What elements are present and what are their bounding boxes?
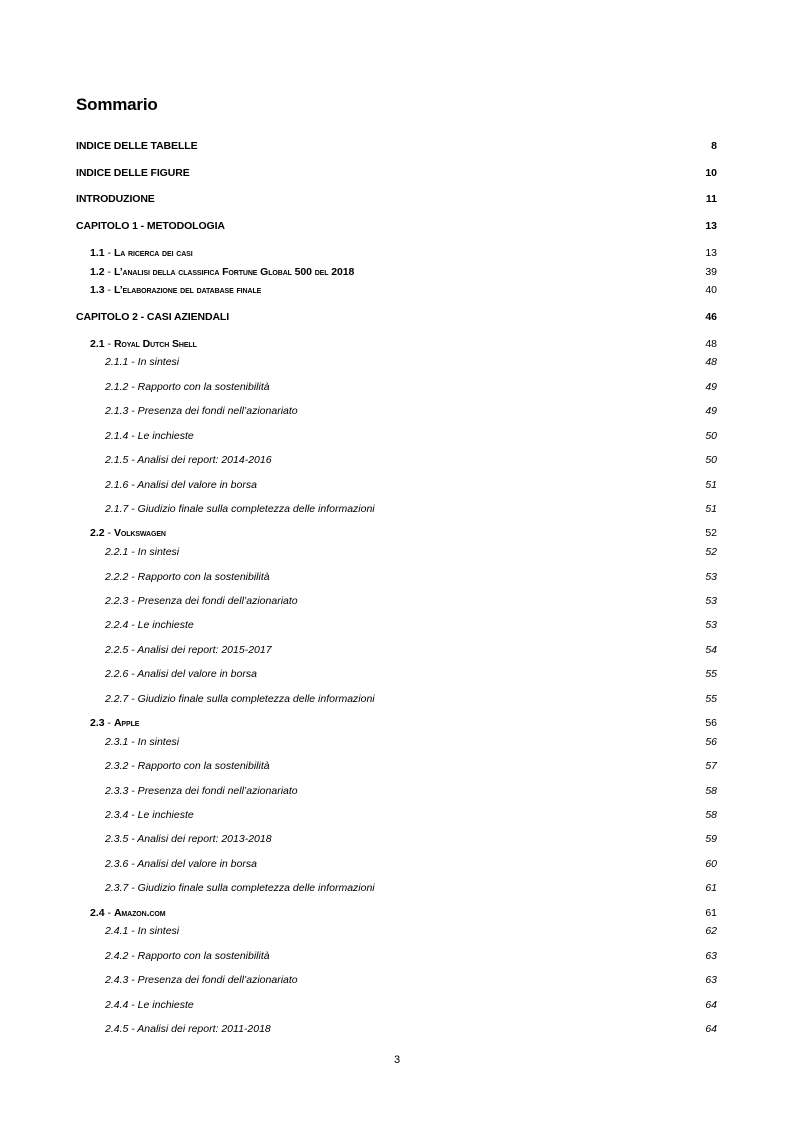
toc-page-number: 50: [705, 430, 717, 442]
toc-subsection-entry[interactable]: [0, 922, 794, 940]
toc-chapter-entry[interactable]: [0, 164, 794, 182]
toc-chapter-entry[interactable]: [0, 217, 794, 235]
toc-chapter-entry[interactable]: [0, 190, 794, 208]
toc-section-number: 2.2: [90, 527, 105, 539]
toc-page-number: 10: [705, 167, 717, 179]
toc-section-number: 2.3: [90, 717, 105, 729]
toc-page-number: 8: [711, 140, 717, 152]
toc-page-number: 55: [705, 668, 717, 680]
toc-entry-label: 2.4.2 - Rapporto con la sostenibilità: [105, 950, 270, 962]
toc-entry-label: 2.3 - Apple: [90, 717, 140, 729]
toc-subsection-entry[interactable]: [0, 500, 794, 518]
toc-page-number: 40: [705, 284, 717, 296]
toc-subsection-entry[interactable]: [0, 830, 794, 848]
toc-page-number: 62: [705, 925, 717, 937]
toc-page-number: 46: [705, 311, 717, 323]
toc-chapter-entry[interactable]: [0, 137, 794, 155]
toc-entry-label: 2.4.3 - Presenza dei fondi dell’azionariato: [105, 974, 298, 986]
toc-page-number: 50: [705, 454, 717, 466]
toc-page-number: 61: [705, 907, 717, 919]
toc-section-title: La ricerca dei casi: [113, 247, 193, 259]
toc-page-number: 55: [705, 693, 717, 705]
toc-page-number: 48: [705, 356, 717, 368]
toc-entry-label: 2.2.1 - In sintesi: [105, 546, 180, 558]
toc-page-number: 64: [705, 1023, 717, 1035]
toc-page-number: 48: [705, 338, 717, 350]
toc-subsection-entry[interactable]: [0, 427, 794, 445]
toc-page-number: 57: [705, 760, 717, 772]
toc-entry-label: 2.4.1 - In sintesi: [105, 925, 180, 937]
toc-page-number: 59: [705, 833, 717, 845]
toc-entry-label: 2.3.6 - Analisi del valore in borsa: [105, 858, 257, 870]
toc-subsection-entry[interactable]: [0, 402, 794, 420]
toc-page-number: 53: [705, 571, 717, 583]
toc-subsection-entry[interactable]: [0, 592, 794, 610]
toc-page-number: 63: [705, 950, 717, 962]
toc-subsection-entry[interactable]: [0, 353, 794, 371]
toc-page-number: 49: [705, 405, 717, 417]
toc-page-number: 60: [705, 858, 717, 870]
page-title: Sommario: [76, 95, 158, 114]
toc-subsection-entry[interactable]: [0, 782, 794, 800]
toc-entry-label: 2.3.2 - Rapporto con la sostenibilità: [105, 760, 270, 772]
toc-section-entry[interactable]: [0, 281, 794, 299]
toc-subsection-entry[interactable]: [0, 451, 794, 469]
toc-page-number: 52: [705, 527, 717, 539]
toc-page-number: 53: [705, 595, 717, 607]
toc-entry-label: 2.1.3 - Presenza dei fondi nell’azionariato: [105, 405, 298, 417]
toc-section-number: 1.1: [90, 247, 105, 259]
toc-page-number: 39: [705, 266, 717, 278]
toc-subsection-entry[interactable]: [0, 665, 794, 683]
toc-page-number: 52: [705, 546, 717, 558]
toc-section-number: 2.4: [90, 907, 105, 919]
toc-subsection-entry[interactable]: [0, 757, 794, 775]
toc-subsection-entry[interactable]: [0, 568, 794, 586]
toc-subsection-entry[interactable]: [0, 616, 794, 634]
toc-subsection-entry[interactable]: [0, 1020, 794, 1038]
toc-section-entry[interactable]: [0, 524, 794, 542]
toc-subsection-entry[interactable]: [0, 879, 794, 897]
toc-page-number: 54: [705, 644, 717, 656]
toc-subsection-entry[interactable]: [0, 476, 794, 494]
toc-entry-label: 2.1.2 - Rapporto con la sostenibilità: [105, 381, 270, 393]
toc-page-number: 49: [705, 381, 717, 393]
toc-subsection-entry[interactable]: [0, 806, 794, 824]
toc-entry-label: 1.1 - La ricerca dei casi: [90, 247, 193, 259]
toc-entry-label: 2.2.6 - Analisi del valore in borsa: [105, 668, 257, 680]
toc-page-number: 11: [705, 193, 717, 205]
toc-page-number: 13: [705, 247, 717, 259]
toc-page-number: 51: [705, 503, 717, 515]
toc-section-entry[interactable]: [0, 335, 794, 353]
toc-subsection-entry[interactable]: [0, 971, 794, 989]
toc-section-title: Volkswagen: [113, 527, 166, 539]
toc-page-number: 64: [705, 999, 717, 1011]
toc-entry-label: 2.1 - Royal Dutch Shell: [90, 338, 197, 350]
toc-chapter-entry[interactable]: [0, 308, 794, 326]
toc-section-number: 1.3: [90, 284, 105, 296]
toc-entry-label: 2.4 - Amazon.com: [90, 907, 166, 919]
toc-entry-label: 2.1.1 - In sintesi: [105, 356, 180, 368]
toc-entry-label: 2.2.2 - Rapporto con la sostenibilità: [105, 571, 270, 583]
toc-entry-label: INTRODUZIONE: [76, 193, 155, 205]
toc-entry-label: 2.3.7 - Giudizio finale sulla completezza delle informazioni: [105, 882, 375, 894]
toc-entry-label: 2.2.4 - Le inchieste: [105, 619, 194, 631]
toc-section-number: 2.1: [90, 338, 105, 350]
toc-entry-label: INDICE DELLE FIGURE: [76, 167, 190, 179]
toc-subsection-entry[interactable]: [0, 543, 794, 561]
toc-section-entry[interactable]: [0, 714, 794, 732]
toc-section-number: 1.2: [90, 266, 105, 278]
toc-section-entry[interactable]: [0, 244, 794, 262]
toc-section-title: Royal Dutch Shell: [113, 338, 197, 350]
toc-section-entry[interactable]: [0, 904, 794, 922]
toc-entry-label: CAPITOLO 2 - CASI AZIENDALI: [76, 311, 230, 323]
toc-entry-label: 2.1.6 - Analisi del valore in borsa: [105, 479, 257, 491]
toc-entry-label: 2.2.5 - Analisi dei report: 2015-2017: [105, 644, 272, 656]
toc-entry-label: 2.3.1 - In sintesi: [105, 736, 180, 748]
toc-entry-label: 2.2.7 - Giudizio finale sulla completezza delle informazioni: [105, 693, 375, 705]
toc-subsection-entry[interactable]: [0, 378, 794, 396]
toc-subsection-entry[interactable]: [0, 996, 794, 1014]
toc-entry-label: CAPITOLO 1 - METODOLOGIA: [76, 220, 225, 232]
toc-subsection-entry[interactable]: [0, 733, 794, 751]
page-number: 3: [393, 1054, 401, 1066]
toc-page-number: 58: [705, 809, 717, 821]
toc-entry-label: 1.2 - L’analisi della classifica Fortune Global 500 del 2018: [90, 266, 355, 278]
toc-section-title: L’analisi della classifica Fortune Global 500 del 2018: [113, 266, 355, 278]
toc-subsection-entry[interactable]: [0, 947, 794, 965]
toc-page-number: 63: [705, 974, 717, 986]
toc-entry-label: 2.4.4 - Le inchieste: [105, 999, 194, 1011]
toc-page-number: 53: [705, 619, 717, 631]
toc-subsection-entry[interactable]: [0, 690, 794, 708]
toc-section-title: Apple: [113, 717, 140, 729]
toc-entry-label: 2.4.5 - Analisi dei report: 2011-2018: [105, 1023, 271, 1035]
toc-subsection-entry[interactable]: [0, 641, 794, 659]
toc-section-title: L’elaborazione del database finale: [113, 284, 262, 296]
toc-entry-label: 2.3.4 - Le inchieste: [105, 809, 194, 821]
toc-page-number: 56: [705, 717, 717, 729]
toc-entry-label: 2.1.5 - Analisi dei report: 2014-2016: [105, 454, 272, 466]
toc-entry-label: 2.3.3 - Presenza dei fondi nell’azionariato: [105, 785, 298, 797]
toc-entry-label: 2.3.5 - Analisi dei report: 2013-2018: [105, 833, 272, 845]
toc-entry-label: 2.1.4 - Le inchieste: [105, 430, 194, 442]
toc-entry-label: INDICE DELLE TABELLE: [76, 140, 198, 152]
toc-entry-label: 2.2.3 - Presenza dei fondi dell’azionariato: [105, 595, 298, 607]
toc-subsection-entry[interactable]: [0, 855, 794, 873]
toc-page-number: 51: [705, 479, 717, 491]
toc-entry-label: 2.1.7 - Giudizio finale sulla completezza delle informazioni: [105, 503, 375, 515]
toc-page-number: 58: [705, 785, 717, 797]
toc-section-title: Amazon.com: [113, 907, 166, 919]
toc-entry-label: 1.3 - L’elaborazione del database finale: [90, 284, 262, 296]
toc-section-entry[interactable]: [0, 263, 794, 281]
toc-entry-label: 2.2 - Volkswagen: [90, 527, 166, 539]
toc-page-number: 13: [705, 220, 717, 232]
toc-page-number: 56: [705, 736, 717, 748]
toc-page-number: 61: [705, 882, 717, 894]
